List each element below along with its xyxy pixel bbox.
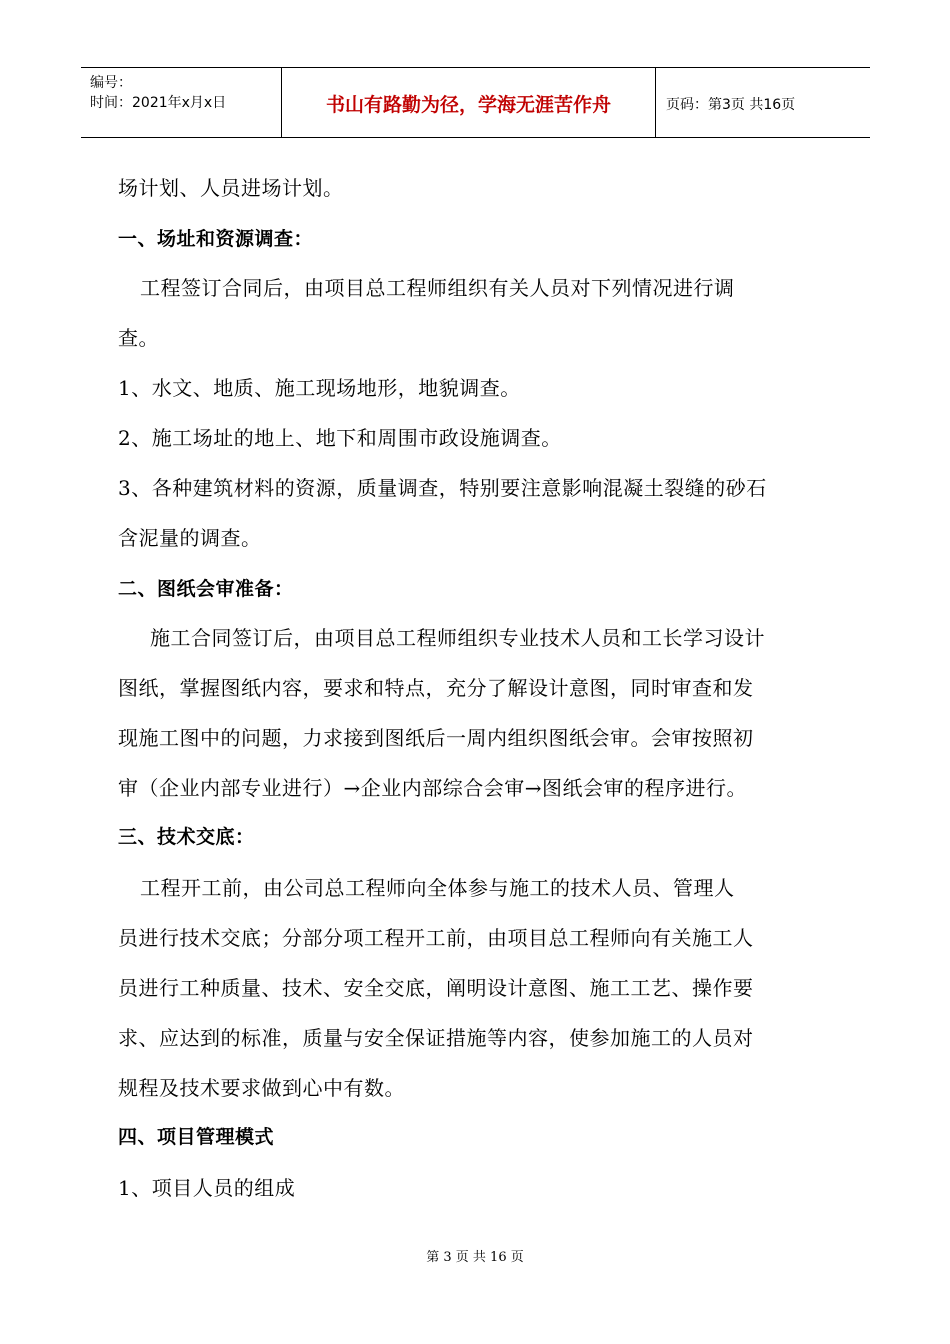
- body-line: 施工合同签订后，由项目总工程师组织专业技术人员和工长学习设计: [150, 626, 765, 650]
- body-line: 工程开工前，由公司总工程师向全体参与施工的技术人员、管理人: [140, 876, 735, 900]
- header-page-cell: [655, 68, 870, 137]
- header-page-info: 页码：第3页 共16页: [666, 97, 796, 113]
- section-heading-management-mode: 四、项目管理模式: [118, 1126, 275, 1148]
- body-line: 含泥量的调查。: [118, 526, 262, 550]
- header-motto-cell: [281, 68, 656, 137]
- list-item: 3、各种建筑材料的资源，质量调查，特别要注意影响混凝土裂缝的砂石: [118, 476, 767, 500]
- section-heading-technical-briefing: 三、技术交底：: [118, 826, 255, 848]
- body-line: 图纸，掌握图纸内容，要求和特点，充分了解设计意图，同时审查和发: [118, 676, 754, 700]
- section-heading-drawing-review: 二、图纸会审准备：: [118, 578, 294, 600]
- page-footer: 第 3 页 共 16 页: [426, 1250, 524, 1265]
- list-item: 2、施工场址的地上、地下和周围市政设施调查。: [118, 426, 562, 450]
- document-date-label: 时间：2021年x月x日: [90, 95, 227, 111]
- body-line: 规程及技术要求做到心中有数。: [118, 1076, 405, 1100]
- section-heading-site-survey: 一、场址和资源调查：: [118, 228, 314, 250]
- body-line: 查。: [118, 326, 159, 350]
- list-item: 1、项目人员的组成: [118, 1176, 296, 1200]
- body-line: 求、应达到的标准，质量与安全保证措施等内容，使参加施工的人员对: [118, 1026, 754, 1050]
- list-item: 1、水文、地质、施工现场地形，地貌调查。: [118, 376, 521, 400]
- header-motto: 书山有路勤为径，学海无涯苦作舟: [325, 94, 611, 116]
- page-header: [81, 67, 870, 138]
- body-line: 员进行技术交底；分部分项工程开工前，由项目总工程师向有关施工人: [118, 926, 754, 950]
- body-line: 审（企业内部专业进行）→企业内部综合会审→图纸会审的程序进行。: [118, 776, 748, 800]
- body-line: 员进行工种质量、技术、安全交底，阐明设计意图、施工工艺、操作要: [118, 976, 754, 1000]
- document-number-label: 编号：: [90, 75, 132, 91]
- body-line: 现施工图中的问题，力求接到图纸后一周内组织图纸会审。会审按照初: [118, 726, 754, 750]
- header-meta-cell: [81, 68, 281, 137]
- body-line: 工程签订合同后，由项目总工程师组织有关人员对下列情况进行调: [140, 276, 735, 300]
- body-line: 场计划、人员进场计划。: [118, 176, 344, 200]
